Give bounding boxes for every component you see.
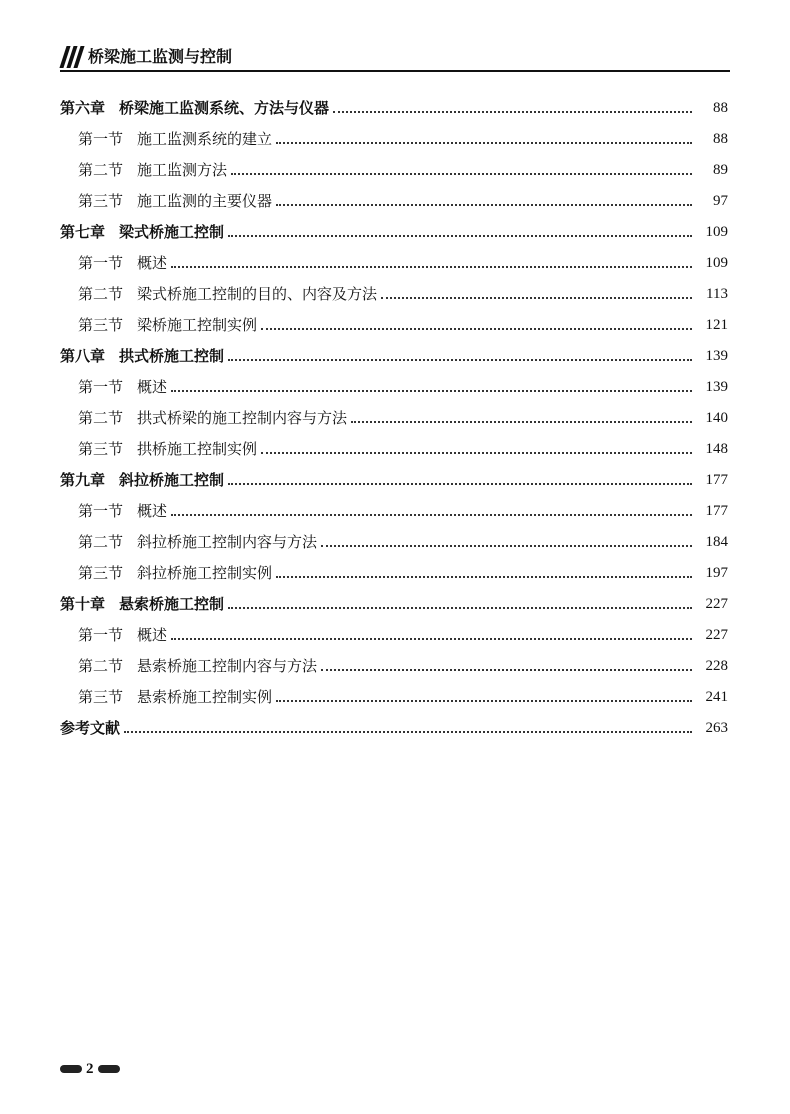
toc-entry-number: 第二节 (78, 533, 124, 551)
toc-entry-title: 拱式桥梁的施工控制内容与方法 (137, 409, 348, 427)
toc-page-number: 184 (705, 534, 728, 550)
toc-entry-number: 第八章 (60, 347, 106, 365)
toc-chapter-row (60, 466, 728, 490)
toc-section-row (78, 404, 728, 428)
toc-entry-number: 第二节 (78, 409, 124, 427)
toc-entry-label (78, 532, 317, 552)
toc-page-number: 227 (705, 596, 728, 612)
toc-page-number: 140 (705, 410, 728, 426)
toc-entry-title: 梁式桥施工控制 (119, 223, 225, 241)
toc-entry-label (78, 315, 257, 335)
right-pill-icon (98, 1065, 120, 1073)
toc-entry-title: 悬索桥施工控制 (119, 595, 225, 613)
toc-entry-number: 第二节 (78, 657, 124, 675)
toc-page-number: 148 (705, 441, 728, 457)
toc-page-number: 88 (713, 100, 728, 116)
toc-chapter-row (60, 342, 728, 366)
toc-section-row (78, 621, 728, 645)
toc-entry-title: 悬索桥施工控制内容与方法 (137, 657, 318, 675)
toc-entry-label (78, 284, 377, 304)
toc-chapter-row (60, 590, 728, 614)
dot-leader (231, 173, 692, 175)
toc-page-number: 109 (705, 224, 728, 240)
toc-entry-title: 概述 (137, 254, 168, 272)
dot-leader (171, 514, 692, 516)
toc-page-number: 227 (705, 627, 728, 643)
toc-entry-number: 第三节 (78, 192, 124, 210)
toc-entry-label (78, 408, 347, 428)
toc-entry-label (78, 191, 272, 211)
toc-page-number: 88 (713, 131, 728, 147)
dot-leader (276, 576, 692, 578)
toc-entry-label (60, 222, 224, 242)
toc-entry-number: 第一节 (78, 130, 124, 148)
toc-entry-label (78, 377, 167, 397)
header-bars-icon (60, 46, 84, 68)
toc-entry-title: 悬索桥施工控制实例 (137, 688, 273, 706)
left-pill-icon (60, 1065, 82, 1073)
toc-entry-title: 施工监测系统的建立 (137, 130, 273, 148)
toc-entry-title: 概述 (137, 378, 168, 396)
toc-section-row (78, 683, 728, 707)
page-footer (60, 1058, 120, 1080)
dot-leader (171, 266, 692, 268)
dot-leader (321, 669, 692, 671)
toc-chapter-row (60, 94, 728, 118)
toc-entry-number: 第一节 (78, 502, 124, 520)
toc-section-row (78, 187, 728, 211)
toc-entry-label (78, 563, 272, 583)
dot-leader (171, 638, 692, 640)
toc-page-number: 177 (705, 503, 728, 519)
dot-leader (261, 452, 692, 454)
toc-page-number: 109 (705, 255, 728, 271)
toc-section-row (78, 652, 728, 676)
running-header (60, 44, 730, 72)
dot-leader (276, 700, 692, 702)
dot-leader (381, 297, 692, 299)
toc-page-number: 113 (706, 286, 728, 302)
toc-page-number: 89 (713, 162, 728, 178)
toc-entry-title: 拱式桥施工控制 (119, 347, 225, 365)
toc-entry-label (78, 501, 167, 521)
toc-entry-number: 第一节 (78, 254, 124, 272)
toc-entry-number: 第六章 (60, 99, 106, 117)
dot-leader (171, 390, 692, 392)
toc-entry-number: 第三节 (78, 564, 124, 582)
page-number: 2 (86, 1060, 94, 1077)
toc-entry-label (78, 439, 257, 459)
toc-entry-label (60, 346, 224, 366)
toc-entry-title: 梁桥施工控制实例 (137, 316, 258, 334)
toc-entry-title: 斜拉桥施工控制实例 (137, 564, 273, 582)
dot-leader (261, 328, 692, 330)
dot-leader (321, 545, 692, 547)
toc-entry-title: 梁式桥施工控制的目的、内容及方法 (137, 285, 378, 303)
toc-chapter-row (60, 714, 728, 738)
toc-section-row (78, 280, 728, 304)
toc-entry-title: 参考文献 (60, 719, 121, 737)
toc-entry-title: 斜拉桥施工控制 (119, 471, 225, 489)
book-title: 桥梁施工监测与控制 (88, 47, 233, 66)
toc-entry-title: 斜拉桥施工控制内容与方法 (137, 533, 318, 551)
toc-section-row (78, 311, 728, 335)
dot-leader (276, 204, 692, 206)
toc-entry-number: 第三节 (78, 316, 124, 334)
toc-entry-number: 第二节 (78, 285, 124, 303)
toc-entry-title: 桥梁施工监测系统、方法与仪器 (119, 99, 330, 117)
toc-entry-title: 拱桥施工控制实例 (137, 440, 258, 458)
dot-leader (228, 607, 692, 609)
toc-entry-number: 第九章 (60, 471, 106, 489)
toc-page-number: 241 (705, 689, 728, 705)
toc-entry-number: 第七章 (60, 223, 106, 241)
toc-entry-label (60, 594, 224, 614)
toc-section-row (78, 156, 728, 180)
toc-entry-label (78, 129, 272, 149)
toc-entry-title: 概述 (137, 502, 168, 520)
toc-page-number: 263 (705, 720, 728, 736)
toc-section-row (78, 528, 728, 552)
toc-page-number: 228 (705, 658, 728, 674)
toc-page-number: 197 (705, 565, 728, 581)
dot-leader (228, 359, 692, 361)
toc-entry-number: 第一节 (78, 626, 124, 644)
dot-leader (228, 235, 692, 237)
dot-leader (276, 142, 692, 144)
toc-entry-label (78, 656, 317, 676)
toc-entry-title: 施工监测方法 (137, 161, 228, 179)
dot-leader (351, 421, 692, 423)
toc-section-row (78, 373, 728, 397)
toc-page-number: 177 (705, 472, 728, 488)
dot-leader (124, 731, 692, 733)
toc-entry-label (60, 98, 329, 118)
toc-entry-label (78, 253, 167, 273)
toc-section-row (78, 249, 728, 273)
toc-entry-label (78, 160, 227, 180)
toc-page-number: 97 (713, 193, 728, 209)
toc-section-row (78, 559, 728, 583)
dot-leader (333, 111, 692, 113)
toc-section-row (78, 435, 728, 459)
toc-entry-number: 第二节 (78, 161, 124, 179)
toc-entry-label (78, 625, 167, 645)
toc-entry-label (60, 470, 224, 490)
toc-entry-title: 概述 (137, 626, 168, 644)
toc-entry-label (60, 718, 120, 738)
toc-page-number: 139 (705, 348, 728, 364)
toc-section-row (78, 497, 728, 521)
toc-entry-number: 第十章 (60, 595, 106, 613)
toc-page-number: 121 (705, 317, 728, 333)
toc-entry-label (78, 687, 272, 707)
dot-leader (228, 483, 692, 485)
toc-entry-title: 施工监测的主要仪器 (137, 192, 273, 210)
toc-page-number: 139 (705, 379, 728, 395)
toc-section-row (78, 125, 728, 149)
toc-entry-number: 第三节 (78, 688, 124, 706)
toc-entry-number: 第三节 (78, 440, 124, 458)
toc-chapter-row (60, 218, 728, 242)
toc-entry-number: 第一节 (78, 378, 124, 396)
